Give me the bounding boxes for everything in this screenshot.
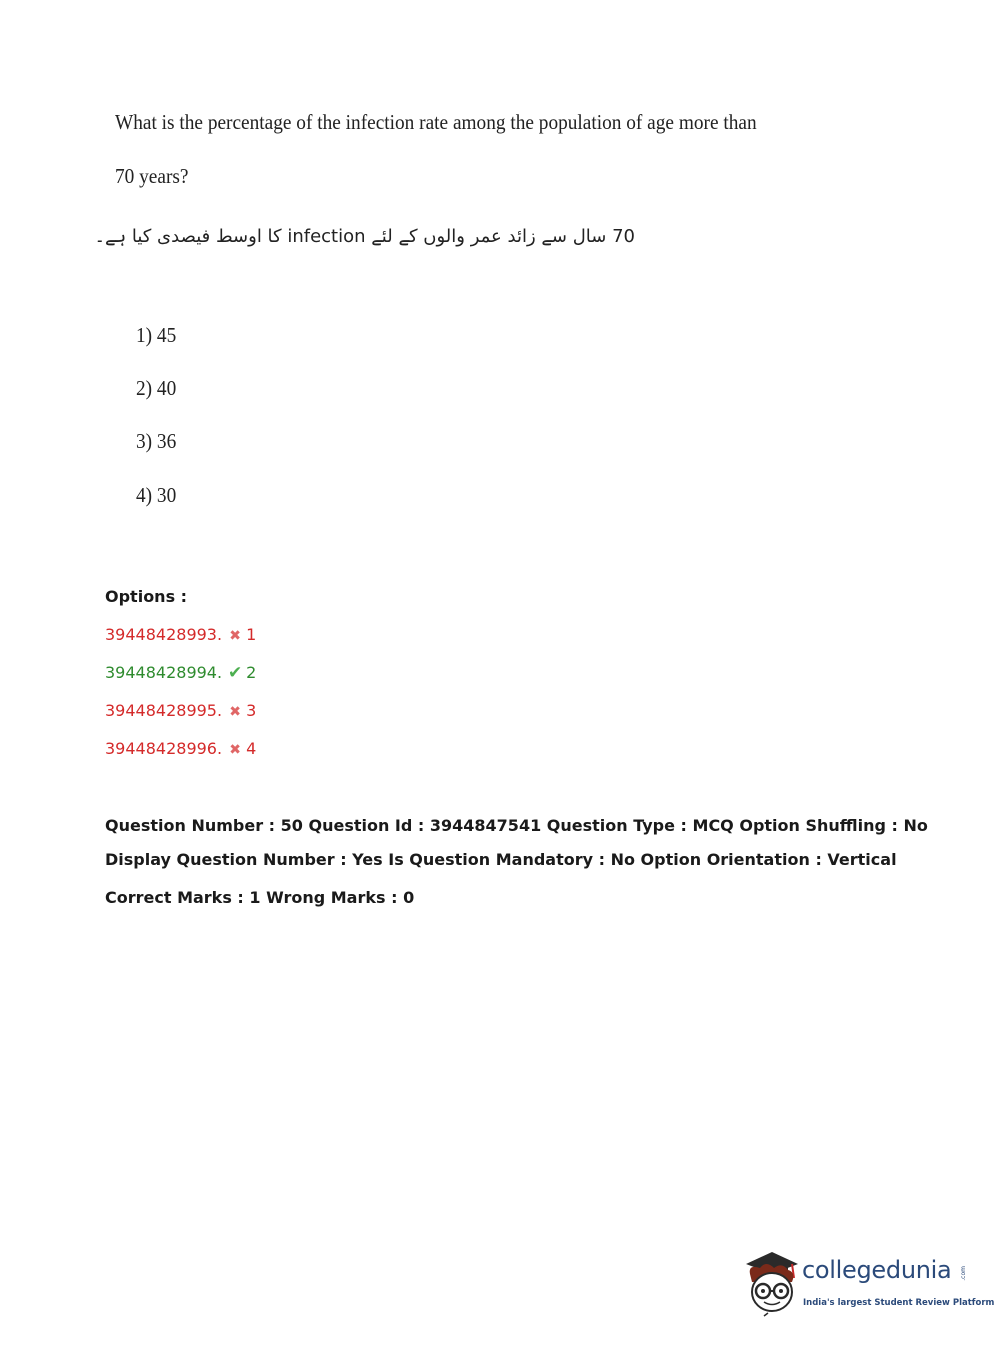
choice-3: 3) 36 [136, 429, 177, 453]
cross-icon: ✖ [229, 628, 241, 644]
question-meta-line1: Question Number : 50 Question Id : 3944847541 Question Type : MCQ Option Shuffling : No [105, 816, 928, 835]
option-row [105, 739, 256, 758]
options-heading: Options : [105, 587, 188, 606]
option-row [105, 663, 256, 683]
option-value: 3 [246, 701, 257, 720]
mascot-icon [742, 1250, 800, 1318]
choice-4: 4) 30 [136, 483, 177, 507]
question-meta-line3: Correct Marks : 1 Wrong Marks : 0 [105, 888, 415, 907]
option-row [105, 625, 256, 644]
option-id: 39448428993. [105, 625, 223, 644]
option-value: 1 [246, 625, 257, 644]
option-id: 39448428994. [105, 663, 223, 682]
collegedunia-logo [742, 1250, 995, 1320]
cross-icon: ✖ [229, 704, 241, 720]
question-text-english-line1: What is the percentage of the infection rate among the population of age more than [115, 110, 757, 134]
option-id: 39448428995. [105, 701, 223, 720]
option-value: 4 [246, 739, 257, 758]
cross-icon: ✖ [229, 742, 241, 758]
option-value: 2 [246, 663, 257, 682]
question-meta-line2: Display Question Number : Yes Is Question Mandatory : No Option Orientation : Vertical [105, 850, 897, 869]
choice-2: 2) 40 [136, 376, 177, 400]
logo-tagline: India's largest Student Review Platform [803, 1298, 995, 1308]
option-id: 39448428996. [105, 739, 223, 758]
logo-suffix: .com [960, 1266, 967, 1281]
check-icon: ✔ [227, 663, 243, 683]
choice-1: 1) 45 [136, 323, 177, 347]
question-text-urdu: 70 سال سے زائد عمر والوں کے لئے infection کا اوسط فیصدی کیا ہے۔ [94, 226, 635, 247]
logo-wordmark: collegedunia [802, 1256, 952, 1284]
option-row [105, 701, 256, 720]
question-text-english-line2: 70 years? [115, 164, 189, 188]
